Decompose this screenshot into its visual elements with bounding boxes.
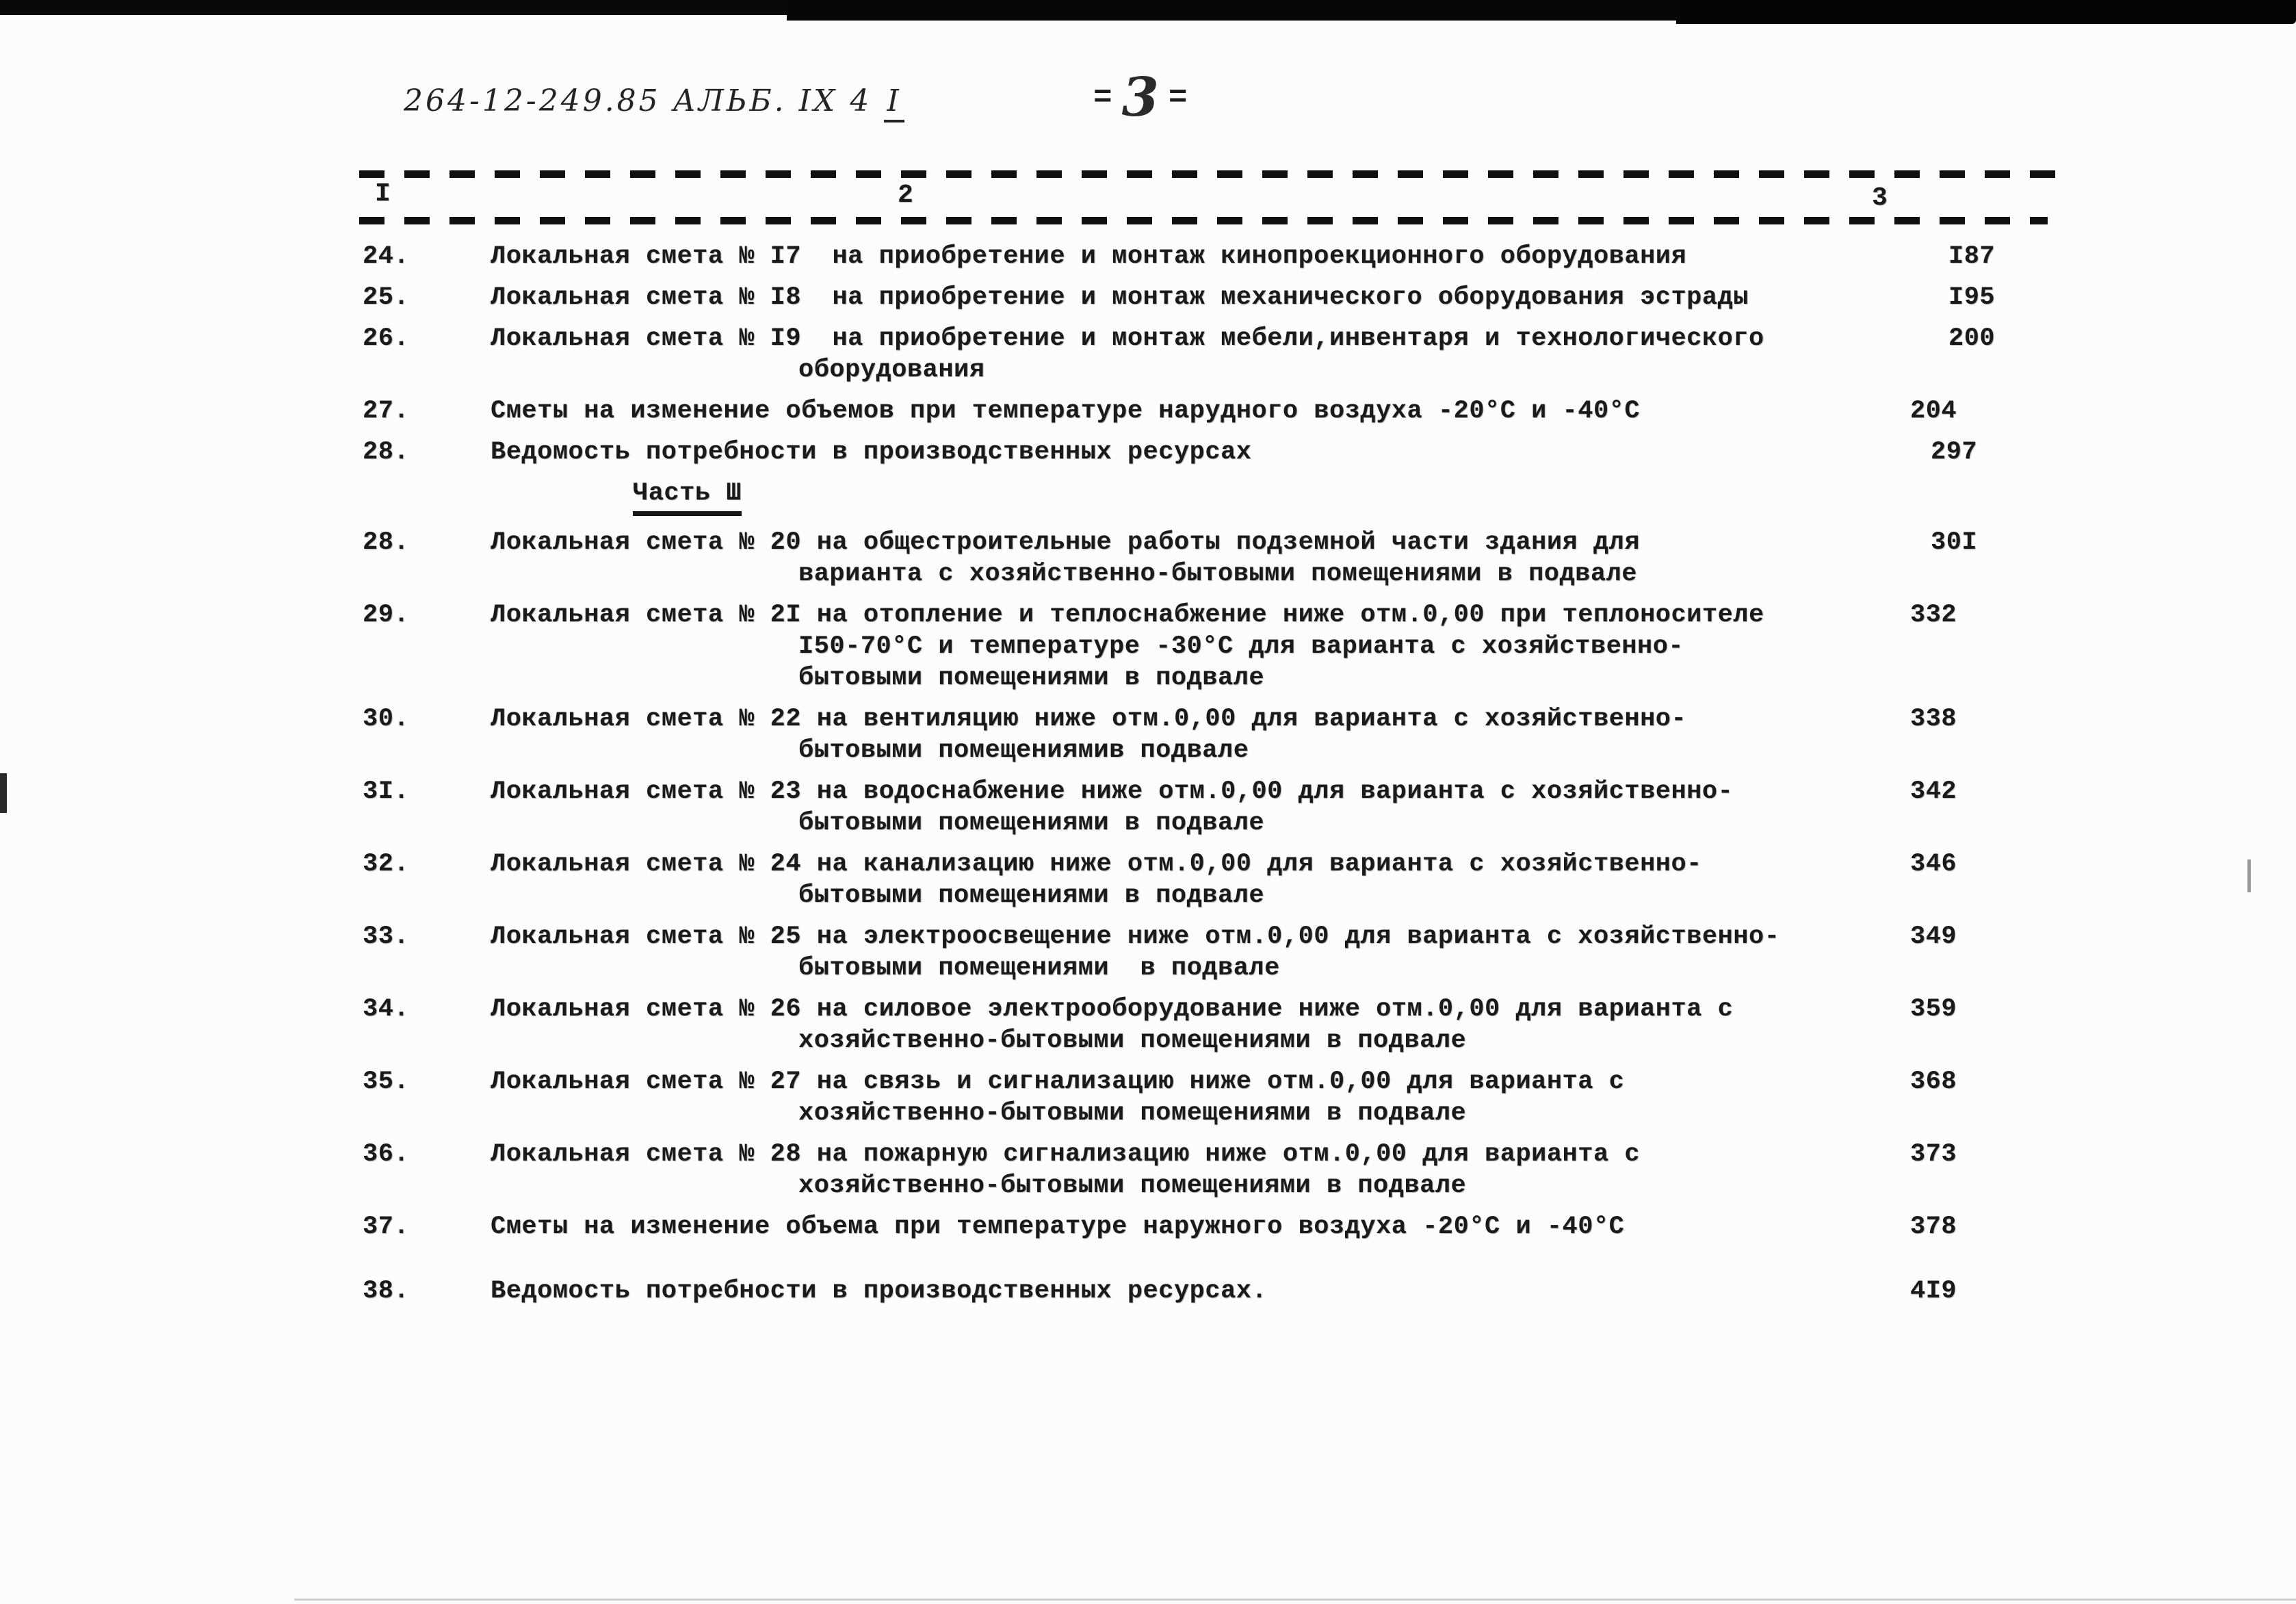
table-rule-dashed-bottom: [359, 217, 2048, 224]
description-line: Сметы на изменение объемов при температуре нарудного воздуха -20°С и -40°С: [491, 397, 1641, 426]
row-number: 29.: [363, 601, 410, 630]
description-line: Локальная смета № 28 на пожарную сигнализацию ниже отм.0,00 для варианта с: [491, 1140, 1641, 1169]
row-number: 32.: [363, 850, 410, 879]
row-description: [491, 323, 1831, 386]
description-line: Локальная смета № 20 на общестроительные работы подземной части здания для: [491, 528, 1641, 557]
row-page-number: 359: [1910, 995, 1957, 1024]
row-description: [491, 527, 1831, 590]
row-number: 27.: [363, 397, 410, 426]
row-description: [491, 282, 1831, 313]
description-line: Локальная смета № I8 на приобретение и монтаж механического оборудования эстрады: [491, 283, 1749, 312]
description-line: I50-70°С и температуре -30°С для варианта с хозяйственно-: [798, 632, 1684, 661]
row-description: [491, 396, 1831, 427]
description-line: варианта с хозяйственно-бытовыми помещениями в подвале: [798, 560, 1637, 588]
description-line: Локальная смета № 2I на отопление и теплоснабжение ниже отм.0,00 при теплоносителе: [491, 601, 1764, 630]
row-page-number: 200: [1948, 324, 1996, 353]
description-line: бытовыми помещениями в подвале: [798, 881, 1265, 910]
row-number: 3I.: [363, 777, 410, 806]
table-rule-dashed-top: [359, 170, 2056, 178]
description-line: бытовыми помещениями в подвале: [798, 664, 1265, 693]
description-line: хозяйственно-бытовыми помещениями в подвале: [798, 1026, 1467, 1055]
table-row: [0, 323, 2296, 386]
section-heading-row: [0, 478, 2296, 516]
doc-number-handwritten: [404, 83, 904, 118]
column-header-1: I: [375, 179, 391, 209]
row-page-number: 378: [1910, 1213, 1957, 1241]
description-line: бытовыми помещениямив подвале: [798, 736, 1249, 765]
table-row: [0, 1211, 2296, 1243]
doc-number-text: 264-12-249.85 АЛЬБ. IX 4: [404, 83, 885, 118]
column-header-2: 2: [898, 181, 913, 210]
row-number: 30.: [363, 705, 410, 734]
scan-artifact-top-bar: [1676, 0, 2296, 24]
row-description: [491, 1066, 1831, 1129]
table-row: [0, 527, 2296, 590]
row-description: [491, 437, 1831, 468]
description-line: бытовыми помещениями в подвале: [798, 954, 1280, 983]
description-line: Локальная смета № I9 на приобретение и монтаж мебели,инвентаря и технологического: [491, 324, 1764, 353]
row-page-number: 338: [1910, 705, 1957, 734]
row-number: 37.: [363, 1213, 410, 1241]
row-page-number: 297: [1931, 438, 1978, 467]
row-number: 34.: [363, 995, 410, 1024]
row-description: [491, 599, 1831, 694]
table-row: [0, 703, 2296, 766]
row-number: 33.: [363, 922, 410, 951]
row-number: 28.: [363, 438, 410, 467]
table-row: [0, 1276, 2296, 1307]
row-description: [491, 1276, 1831, 1307]
row-page-number: I87: [1948, 242, 1996, 271]
row-description: [491, 921, 1831, 984]
doc-number-suffix-underlined: I: [884, 83, 904, 122]
description-line: хозяйственно-бытовыми помещениями в подвале: [798, 1172, 1467, 1200]
table-row: [0, 241, 2296, 272]
description-line: Локальная смета № 23 на водоснабжение ниже отм.0,00 для варианта с хозяйственно-: [491, 777, 1734, 806]
row-number: 35.: [363, 1068, 410, 1096]
description-line: оборудования: [798, 356, 985, 385]
row-page-number: I95: [1948, 283, 1996, 312]
page-number-dash-left: =: [1093, 80, 1112, 116]
scan-artifact-bottom-edge: [294, 1599, 2296, 1601]
toc-table-body: [0, 241, 2296, 1317]
row-description: [491, 994, 1831, 1057]
description-line: бытовыми помещениями в подвале: [798, 809, 1265, 838]
row-description: [491, 849, 1831, 911]
page-number-marker: [1093, 66, 1188, 129]
table-row: [0, 994, 2296, 1057]
table-row: [0, 282, 2296, 313]
row-number: 28.: [363, 528, 410, 557]
row-number: 38.: [363, 1277, 410, 1306]
row-description: [491, 1139, 1831, 1202]
table-row: [0, 396, 2296, 427]
description-line: Локальная смета № 24 на канализацию ниже отм.0,00 для варианта с хозяйственно-: [491, 850, 1702, 879]
section-heading: Часть Ш: [633, 478, 742, 516]
row-page-number: 332: [1910, 601, 1957, 630]
description-line: Локальная смета № 25 на электроосвещение ниже отм.0,00 для варианта с хозяйственно-: [491, 922, 1780, 951]
row-description: [491, 776, 1831, 839]
table-row: [0, 1139, 2296, 1202]
table-row: [0, 776, 2296, 839]
table-row: [0, 849, 2296, 911]
row-number: 26.: [363, 324, 410, 353]
row-description: [491, 1211, 1831, 1243]
description-line: Локальная смета № 27 на связь и сигнализацию ниже отм.0,00 для варианта с: [491, 1068, 1625, 1096]
table-row: [0, 599, 2296, 694]
row-page-number: 349: [1910, 922, 1957, 951]
description-line: Локальная смета № I7 на приобретение и монтаж кинопроекционного оборудования: [491, 242, 1687, 271]
description-line: Сметы на изменение объема при температуре наружного воздуха -20°С и -40°С: [491, 1213, 1625, 1241]
column-header-3: 3: [1872, 183, 1888, 213]
table-row: [0, 437, 2296, 468]
row-page-number: 368: [1910, 1068, 1957, 1096]
page-number-dash-right: =: [1168, 80, 1188, 116]
row-page-number: 30I: [1931, 528, 1978, 557]
table-row: [0, 921, 2296, 984]
row-page-number: 346: [1910, 850, 1957, 879]
table-row: [0, 1066, 2296, 1129]
description-line: Локальная смета № 22 на вентиляцию ниже отм.0,00 для варианта с хозяйственно-: [491, 705, 1687, 734]
row-page-number: 204: [1910, 397, 1957, 426]
row-page-number: 342: [1910, 777, 1957, 806]
row-description: [491, 703, 1831, 766]
page-number: 3: [1121, 66, 1159, 129]
row-page-number: 373: [1910, 1140, 1957, 1169]
description-line: Ведомость потребности в производственных ресурсах.: [491, 1277, 1268, 1306]
description-line: Ведомость потребности в производственных ресурсах: [491, 438, 1252, 467]
description-line: Локальная смета № 26 на силовое электрооборудование ниже отм.0,00 для варианта с: [491, 995, 1734, 1024]
row-number: 25.: [363, 283, 410, 312]
description-line: хозяйственно-бытовыми помещениями в подвале: [798, 1099, 1467, 1128]
row-number: 36.: [363, 1140, 410, 1169]
row-number: 24.: [363, 242, 410, 271]
row-page-number: 4I9: [1910, 1277, 1957, 1306]
row-description: [491, 241, 1831, 272]
